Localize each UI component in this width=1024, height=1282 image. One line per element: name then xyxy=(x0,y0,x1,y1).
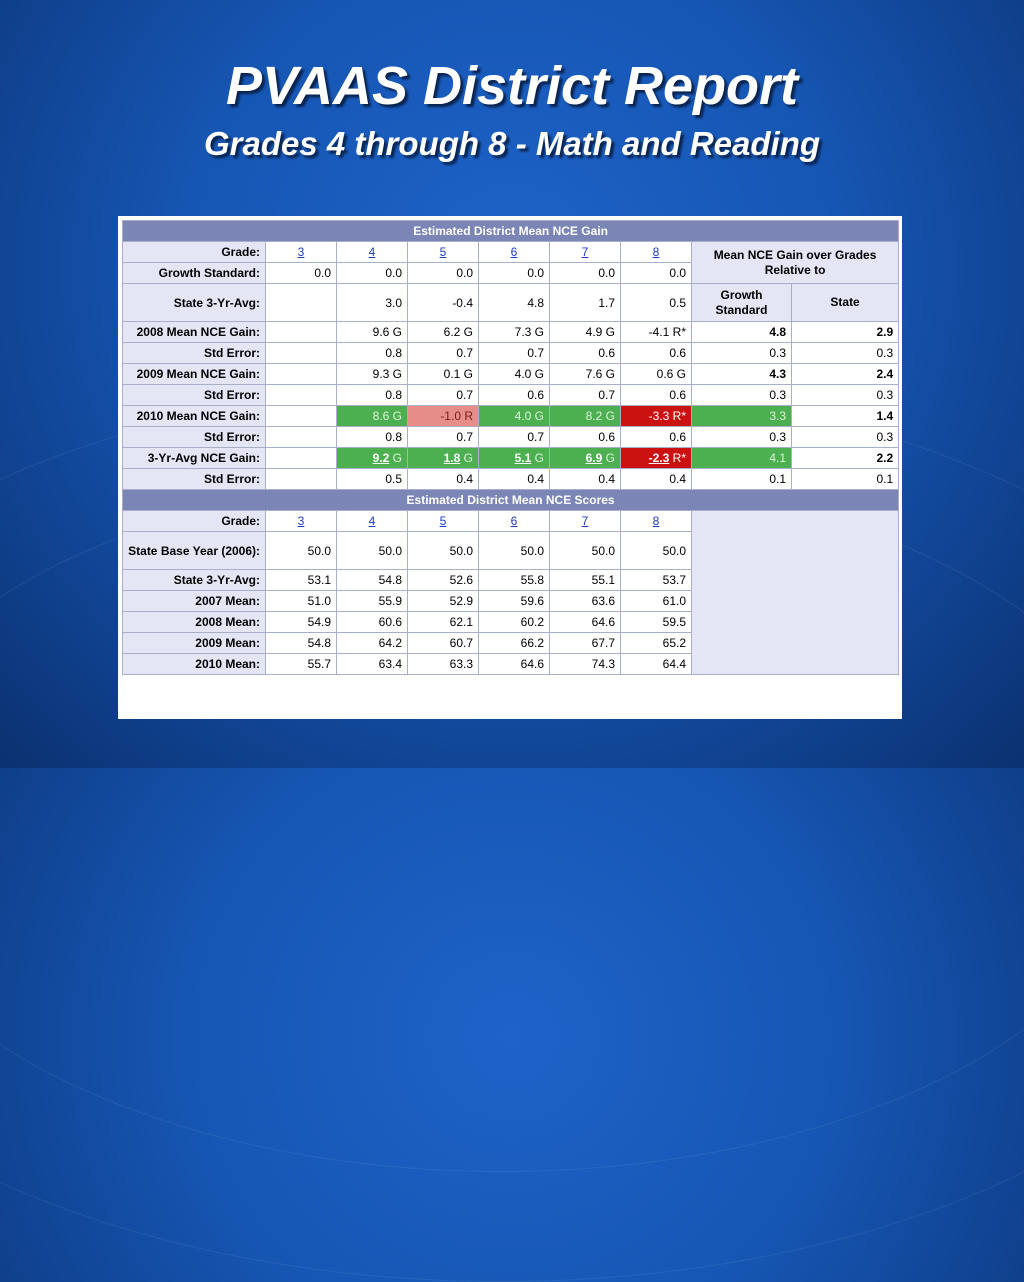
table-cell: 0.4 xyxy=(621,469,692,490)
empty-side-panel xyxy=(692,511,899,675)
table-cell: 74.3 xyxy=(550,654,621,675)
table-cell: 67.7 xyxy=(550,633,621,654)
table-cell: 64.4 xyxy=(621,654,692,675)
table-cell: 0.5 xyxy=(337,469,408,490)
table-cell xyxy=(337,448,408,469)
table-cell: 54.9 xyxy=(266,612,337,633)
state-col-header: State xyxy=(792,284,899,322)
report-panel xyxy=(118,216,902,719)
table-cell: 0.1 G xyxy=(408,364,479,385)
growth-standard-cell: 4.1 xyxy=(692,448,792,469)
row-label: State 3-Yr-Avg: xyxy=(123,284,266,322)
pvaas-table xyxy=(122,220,899,675)
slide-subtitle: Grades 4 through 8 - Math and Reading xyxy=(203,125,821,162)
table-cell: 61.0 xyxy=(621,591,692,612)
table-cell: 0.4 xyxy=(479,469,550,490)
scores-grade-link-3[interactable]: 3 xyxy=(266,511,337,532)
table-cell: 63.6 xyxy=(550,591,621,612)
table-cell: 0.5 xyxy=(621,284,692,322)
table-cell xyxy=(479,448,550,469)
growth-standard-cell: 3.3 xyxy=(692,406,792,427)
table-cell: 4.0 G xyxy=(479,364,550,385)
scores-grade-link-5[interactable]: 5 xyxy=(408,511,479,532)
state-cell: 2.4 xyxy=(792,364,899,385)
table-cell: 4.8 xyxy=(479,284,550,322)
table-cell: 0.6 xyxy=(550,343,621,364)
row-label: Std Error: xyxy=(123,469,266,490)
growth-standard-cell: 4.3 xyxy=(692,364,792,385)
row-label: 2009 Mean: xyxy=(123,633,266,654)
grade-link-4[interactable]: 4 xyxy=(337,242,408,263)
gain-value-link[interactable]: 9.2 xyxy=(372,451,390,465)
table-cell xyxy=(266,427,337,448)
table-cell: 0.7 xyxy=(479,427,550,448)
table-cell: 4.9 G xyxy=(550,322,621,343)
table-cell: 0.0 xyxy=(479,263,550,284)
table-cell: 0.6 xyxy=(479,385,550,406)
grade-link-3[interactable]: 3 xyxy=(266,242,337,263)
grade-link-6[interactable]: 6 xyxy=(479,242,550,263)
table-cell: 8.2 G xyxy=(550,406,621,427)
table-cell: 59.6 xyxy=(479,591,550,612)
table-cell: 55.7 xyxy=(266,654,337,675)
table-cell: 0.7 xyxy=(550,385,621,406)
gain-section-header: Estimated District Mean NCE Gain xyxy=(123,221,899,242)
table-cell: 0.7 xyxy=(479,343,550,364)
table-cell: 64.6 xyxy=(479,654,550,675)
table-cell: 3.0 xyxy=(337,284,408,322)
table-cell: 0.7 xyxy=(408,385,479,406)
growth-standard-cell: 0.1 xyxy=(692,469,792,490)
table-cell: 1.7 xyxy=(550,284,621,322)
table-cell: 0.6 xyxy=(621,385,692,406)
gain-value-link[interactable]: 5.1 xyxy=(514,451,532,465)
table-cell: 54.8 xyxy=(266,633,337,654)
table-cell: 0.6 xyxy=(621,427,692,448)
table-cell xyxy=(266,284,337,322)
gain-code: R* xyxy=(672,451,686,465)
scores-grade-link-4[interactable]: 4 xyxy=(337,511,408,532)
table-cell: 9.3 G xyxy=(337,364,408,385)
gain-code: G xyxy=(463,451,473,465)
row-label: State 3-Yr-Avg: xyxy=(123,570,266,591)
row-label: Std Error: xyxy=(123,343,266,364)
table-cell: 64.6 xyxy=(550,612,621,633)
growth-standard-cell: 0.3 xyxy=(692,385,792,406)
row-label: 3-Yr-Avg NCE Gain: xyxy=(123,448,266,469)
table-cell: 8.6 G xyxy=(337,406,408,427)
table-cell: -4.1 R* xyxy=(621,322,692,343)
table-cell: 63.4 xyxy=(337,654,408,675)
table-cell: 50.0 xyxy=(337,532,408,570)
table-cell xyxy=(266,406,337,427)
table-cell: 53.1 xyxy=(266,570,337,591)
gain-value-link[interactable]: -2.3 xyxy=(648,451,670,465)
table-cell: 63.3 xyxy=(408,654,479,675)
row-label: 2008 Mean: xyxy=(123,612,266,633)
table-cell: 0.0 xyxy=(337,263,408,284)
table-cell: 51.0 xyxy=(266,591,337,612)
table-cell: 60.7 xyxy=(408,633,479,654)
table-cell: 0.0 xyxy=(266,263,337,284)
growth-standard-cell: 0.3 xyxy=(692,427,792,448)
row-label: 2009 Mean NCE Gain: xyxy=(123,364,266,385)
scores-section-header: Estimated District Mean NCE Scores xyxy=(123,490,899,511)
table-cell: 6.2 G xyxy=(408,322,479,343)
table-cell: 4.0 G xyxy=(479,406,550,427)
table-cell xyxy=(266,385,337,406)
table-cell: 60.6 xyxy=(337,612,408,633)
table-cell: 0.6 G xyxy=(621,364,692,385)
table-cell: 0.8 xyxy=(337,385,408,406)
table-cell: 62.1 xyxy=(408,612,479,633)
table-cell: 0.7 xyxy=(408,343,479,364)
scores-grade-link-8[interactable]: 8 xyxy=(621,511,692,532)
row-label: 2008 Mean NCE Gain: xyxy=(123,322,266,343)
state-cell: 2.9 xyxy=(792,322,899,343)
table-cell: -1.0 R xyxy=(408,406,479,427)
table-cell: 0.7 xyxy=(408,427,479,448)
table-cell: 50.0 xyxy=(266,532,337,570)
table-cell: -3.3 R* xyxy=(621,406,692,427)
table-cell: 7.6 G xyxy=(550,364,621,385)
table-cell: 9.6 G xyxy=(337,322,408,343)
state-cell: 2.2 xyxy=(792,448,899,469)
table-cell: 50.0 xyxy=(479,532,550,570)
table-cell: 7.3 G xyxy=(479,322,550,343)
state-cell: 0.3 xyxy=(792,385,899,406)
table-cell: 0.0 xyxy=(550,263,621,284)
state-cell: 0.3 xyxy=(792,343,899,364)
row-label: Std Error: xyxy=(123,427,266,448)
gain-code: G xyxy=(534,451,544,465)
table-cell: 59.5 xyxy=(621,612,692,633)
growth-standard-col-header: Growth Standard xyxy=(692,284,792,322)
row-label: Std Error: xyxy=(123,385,266,406)
table-cell: 0.0 xyxy=(621,263,692,284)
table-cell: 55.8 xyxy=(479,570,550,591)
table-cell: 0.8 xyxy=(337,343,408,364)
row-label: 2007 Mean: xyxy=(123,591,266,612)
grade-link-7[interactable]: 7 xyxy=(550,242,621,263)
scores-grade-link-6[interactable]: 6 xyxy=(479,511,550,532)
table-cell: 64.2 xyxy=(337,633,408,654)
growth-standard-cell: 0.3 xyxy=(692,343,792,364)
gain-value-link[interactable]: 6.9 xyxy=(585,451,603,465)
table-cell xyxy=(266,364,337,385)
table-cell: 0.8 xyxy=(337,427,408,448)
table-cell: 53.7 xyxy=(621,570,692,591)
table-cell: 0.6 xyxy=(550,427,621,448)
table-cell xyxy=(408,448,479,469)
mean-gain-relative-header: Mean NCE Gain over Grades Relative to xyxy=(692,242,899,284)
slide-title: PVAAS District Report xyxy=(225,56,799,116)
table-cell: 55.9 xyxy=(337,591,408,612)
table-cell: 54.8 xyxy=(337,570,408,591)
table-cell: 50.0 xyxy=(550,532,621,570)
table-cell: 55.1 xyxy=(550,570,621,591)
table-cell xyxy=(266,469,337,490)
table-cell: 66.2 xyxy=(479,633,550,654)
table-cell: -0.4 xyxy=(408,284,479,322)
table-cell xyxy=(266,343,337,364)
table-cell xyxy=(621,448,692,469)
table-cell xyxy=(266,448,337,469)
scores-grade-link-7[interactable]: 7 xyxy=(550,511,621,532)
table-cell: 0.4 xyxy=(408,469,479,490)
table-cell: 50.0 xyxy=(408,532,479,570)
state-cell: 0.3 xyxy=(792,427,899,448)
table-cell: 0.0 xyxy=(408,263,479,284)
table-cell xyxy=(550,448,621,469)
state-cell: 0.1 xyxy=(792,469,899,490)
grade-label: Grade: xyxy=(123,242,266,263)
grade-label: Grade: xyxy=(123,511,266,532)
table-cell: 50.0 xyxy=(621,532,692,570)
grade-link-5[interactable]: 5 xyxy=(408,242,479,263)
table-cell: 52.9 xyxy=(408,591,479,612)
table-cell: 52.6 xyxy=(408,570,479,591)
growth-standard-cell: 4.8 xyxy=(692,322,792,343)
table-cell: 65.2 xyxy=(621,633,692,654)
row-label: State Base Year (2006): xyxy=(123,532,266,570)
table-cell: 0.6 xyxy=(621,343,692,364)
table-cell: 60.2 xyxy=(479,612,550,633)
row-label: 2010 Mean NCE Gain: xyxy=(123,406,266,427)
table-cell: 0.4 xyxy=(550,469,621,490)
table-cell xyxy=(266,322,337,343)
grade-link-8[interactable]: 8 xyxy=(621,242,692,263)
row-label: 2010 Mean: xyxy=(123,654,266,675)
gain-code: G xyxy=(605,451,615,465)
gain-value-link[interactable]: 1.8 xyxy=(443,451,461,465)
state-cell: 1.4 xyxy=(792,406,899,427)
row-label: Growth Standard: xyxy=(123,263,266,284)
gain-code: G xyxy=(392,451,402,465)
